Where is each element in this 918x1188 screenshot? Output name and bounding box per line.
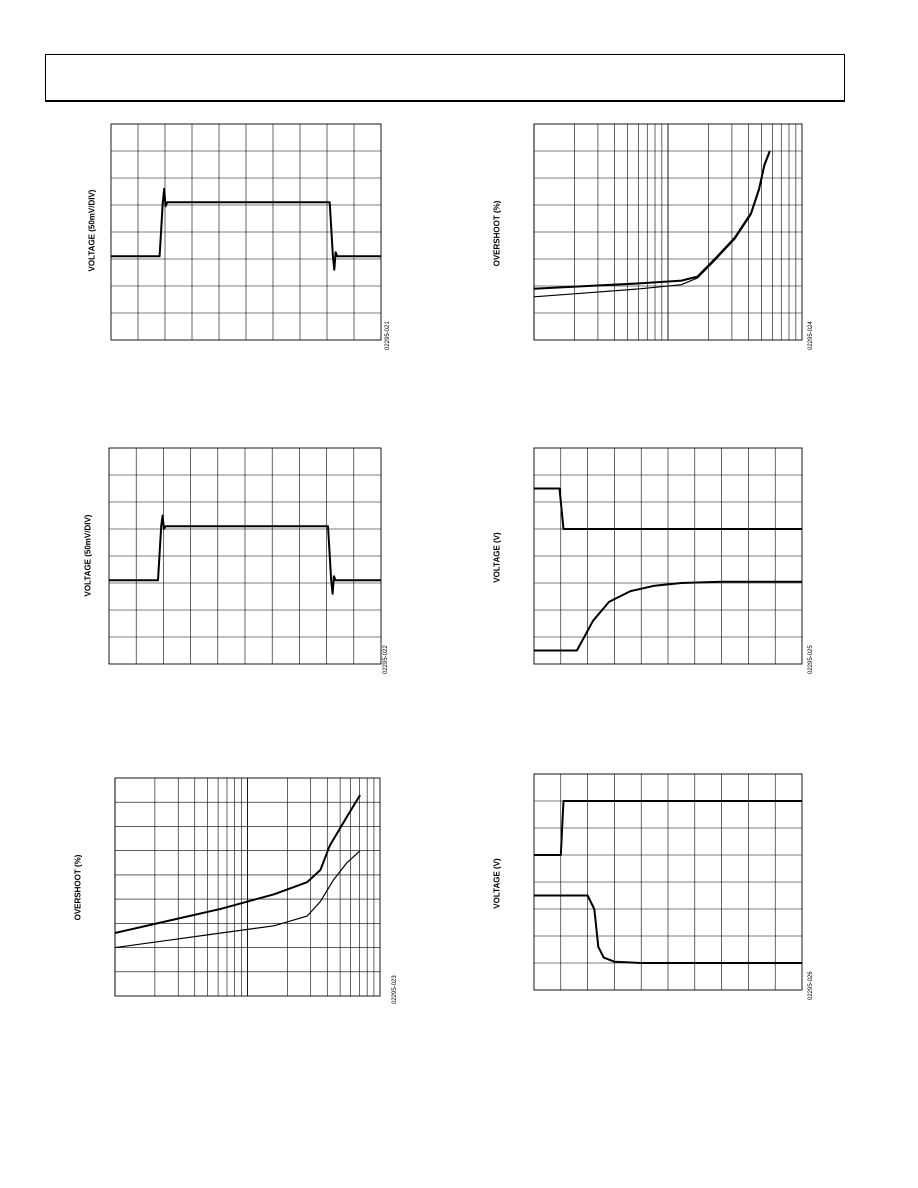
figure-code-2: 02295-022 [383,645,389,674]
y-axis-label-2: VOLTAGE (50mV/DIV) [83,514,93,597]
chart-svg [534,774,802,990]
figure-code-3: 02295-023 [392,975,398,1004]
chart-svg [111,124,381,340]
figure-code-4: 02295-024 [808,321,814,350]
grid [534,124,802,340]
y-axis-label-6: VOLTAGE (V) [492,858,502,909]
series-line-1 [115,795,360,933]
chart-figure-3 [115,778,380,996]
y-axis-label-1: VOLTAGE (50mV/DIV) [87,189,97,272]
chart-svg [534,448,802,664]
series-line-2 [534,152,770,296]
chart-figure-6 [534,774,802,990]
grid [115,778,380,996]
y-axis-label-4: OVERSHOOT (%) [492,200,502,267]
chart-figure-1 [111,124,381,340]
grid [534,448,802,664]
figure-code-1: 02295-021 [385,321,391,350]
grid [109,448,381,664]
figure-code-6: 02295-026 [808,971,814,1000]
y-axis-label-5: VOLTAGE (V) [492,532,502,583]
chart-figure-5 [534,448,802,664]
y-axis-label-3: OVERSHOOT (%) [73,854,83,921]
page-header-box [45,54,845,102]
chart-svg [534,124,802,340]
chart-figure-4 [534,124,802,340]
grid [111,124,381,340]
figure-code-5: 02295-025 [808,645,814,674]
chart-svg [115,778,380,996]
chart-figure-2 [109,448,381,664]
series-line-1 [534,151,770,289]
grid [534,774,802,990]
chart-svg [109,448,381,664]
